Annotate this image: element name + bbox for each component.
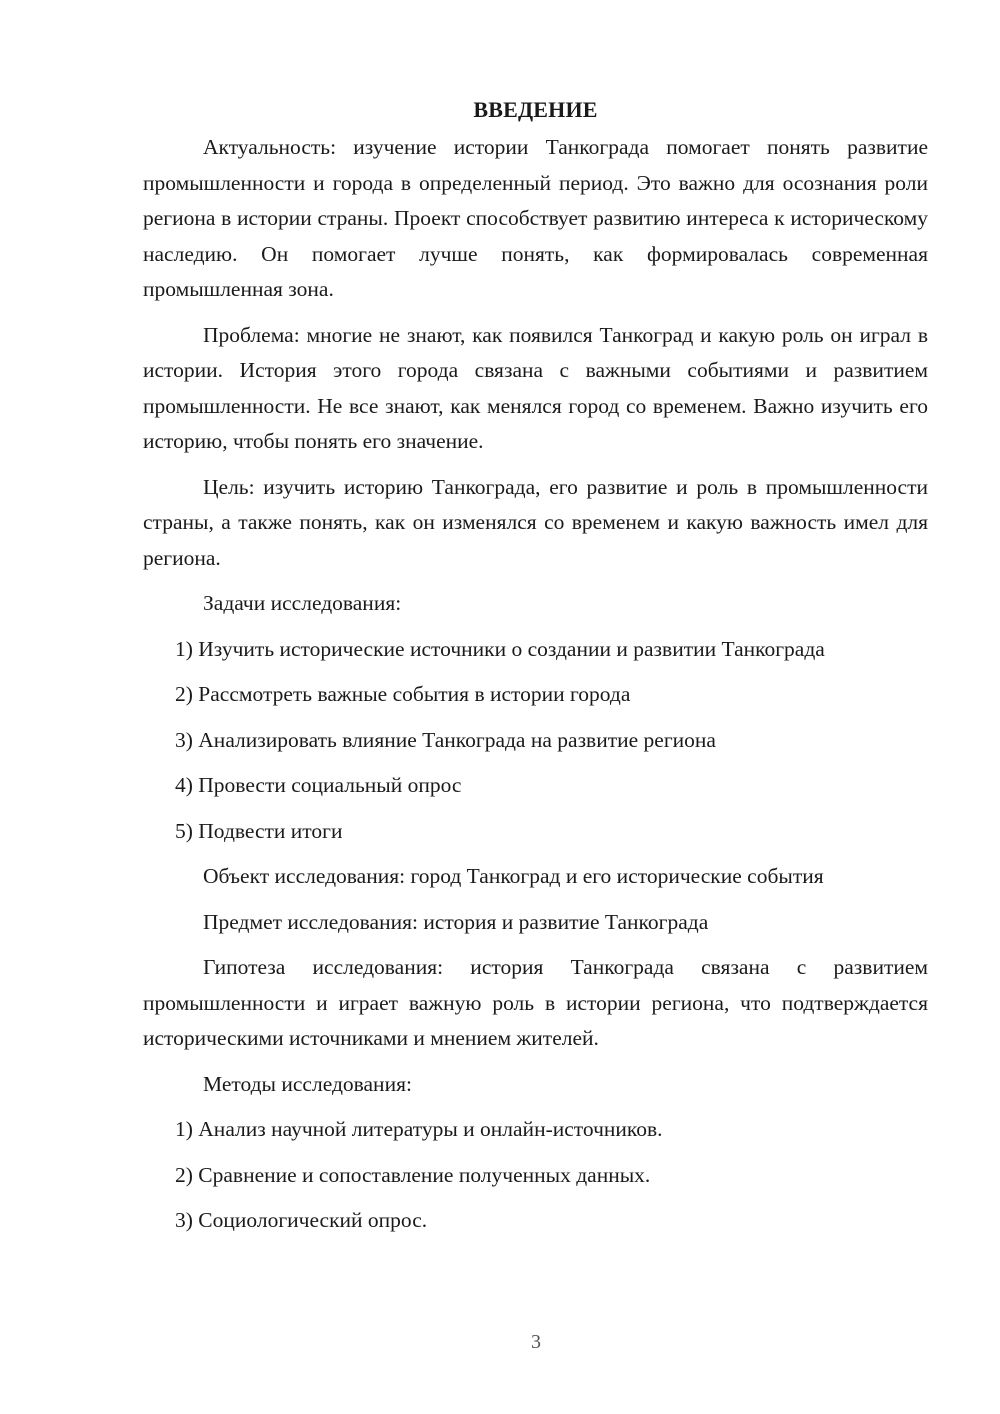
method-item-1: 1) Анализ научной литературы и онлайн-источников. (175, 1117, 663, 1141)
methods-title: Методы исследования: (203, 1071, 412, 1096)
relevance-paragraph: Актуальность: изучение истории Танкограда помогает понять развитие промышленности и города в определенный период. Это важно для осознания роли региона в истории страны. Проект способствует развитию интереса к историческому наследию. Он помогает лучше понять, как формировалась современная промышленная зона. (143, 135, 928, 301)
method-item-3: 3) Социологический опрос. (175, 1208, 428, 1232)
task-item-3: 3) Анализировать влияние Танкограда на развитие региона (175, 727, 716, 752)
document-page (143, 92, 928, 1239)
subject-line: Предмет исследования: история и развитие Танкограда (203, 909, 709, 934)
tasks-title: Задачи исследования: (203, 591, 402, 615)
hypothesis-paragraph: Гипотеза исследования: история Танкограда связана с развитием промышленности и играет важную роль в истории региона, что подтверждается историческими источниками и мнением жителей. (143, 955, 928, 1050)
object-line: Объект исследования: город Танкоград и его исторические события (203, 864, 824, 888)
task-item-1: 1) Изучить исторические источники о создании и развитии Танкограда (175, 636, 825, 661)
task-item-2: 2) Рассмотреть важные события в истории города (175, 682, 631, 706)
section-heading: ВВЕДЕНИЕ (473, 97, 598, 122)
method-item-2: 2) Сравнение и сопоставление полученных данных. (175, 1162, 651, 1187)
page-number: 3 (531, 1331, 541, 1353)
problem-paragraph: Проблема: многие не знают, как появился Танкоград и какую роль он играл в истории. История этого города связана с важными событиями и развитием промышленности. Не все знают, как менялся город со временем. Важно изучить его историю, чтобы понять его значение. (143, 322, 928, 453)
task-item-4: 4) Провести социальный опрос (175, 773, 462, 797)
goal-paragraph: Цель: изучить историю Танкограда, его развитие и роль в промышленности страны, а также понять, как он изменялся со временем и какую важность имел для региона. (143, 474, 928, 570)
task-item-5: 5) Подвести итоги (175, 818, 343, 843)
